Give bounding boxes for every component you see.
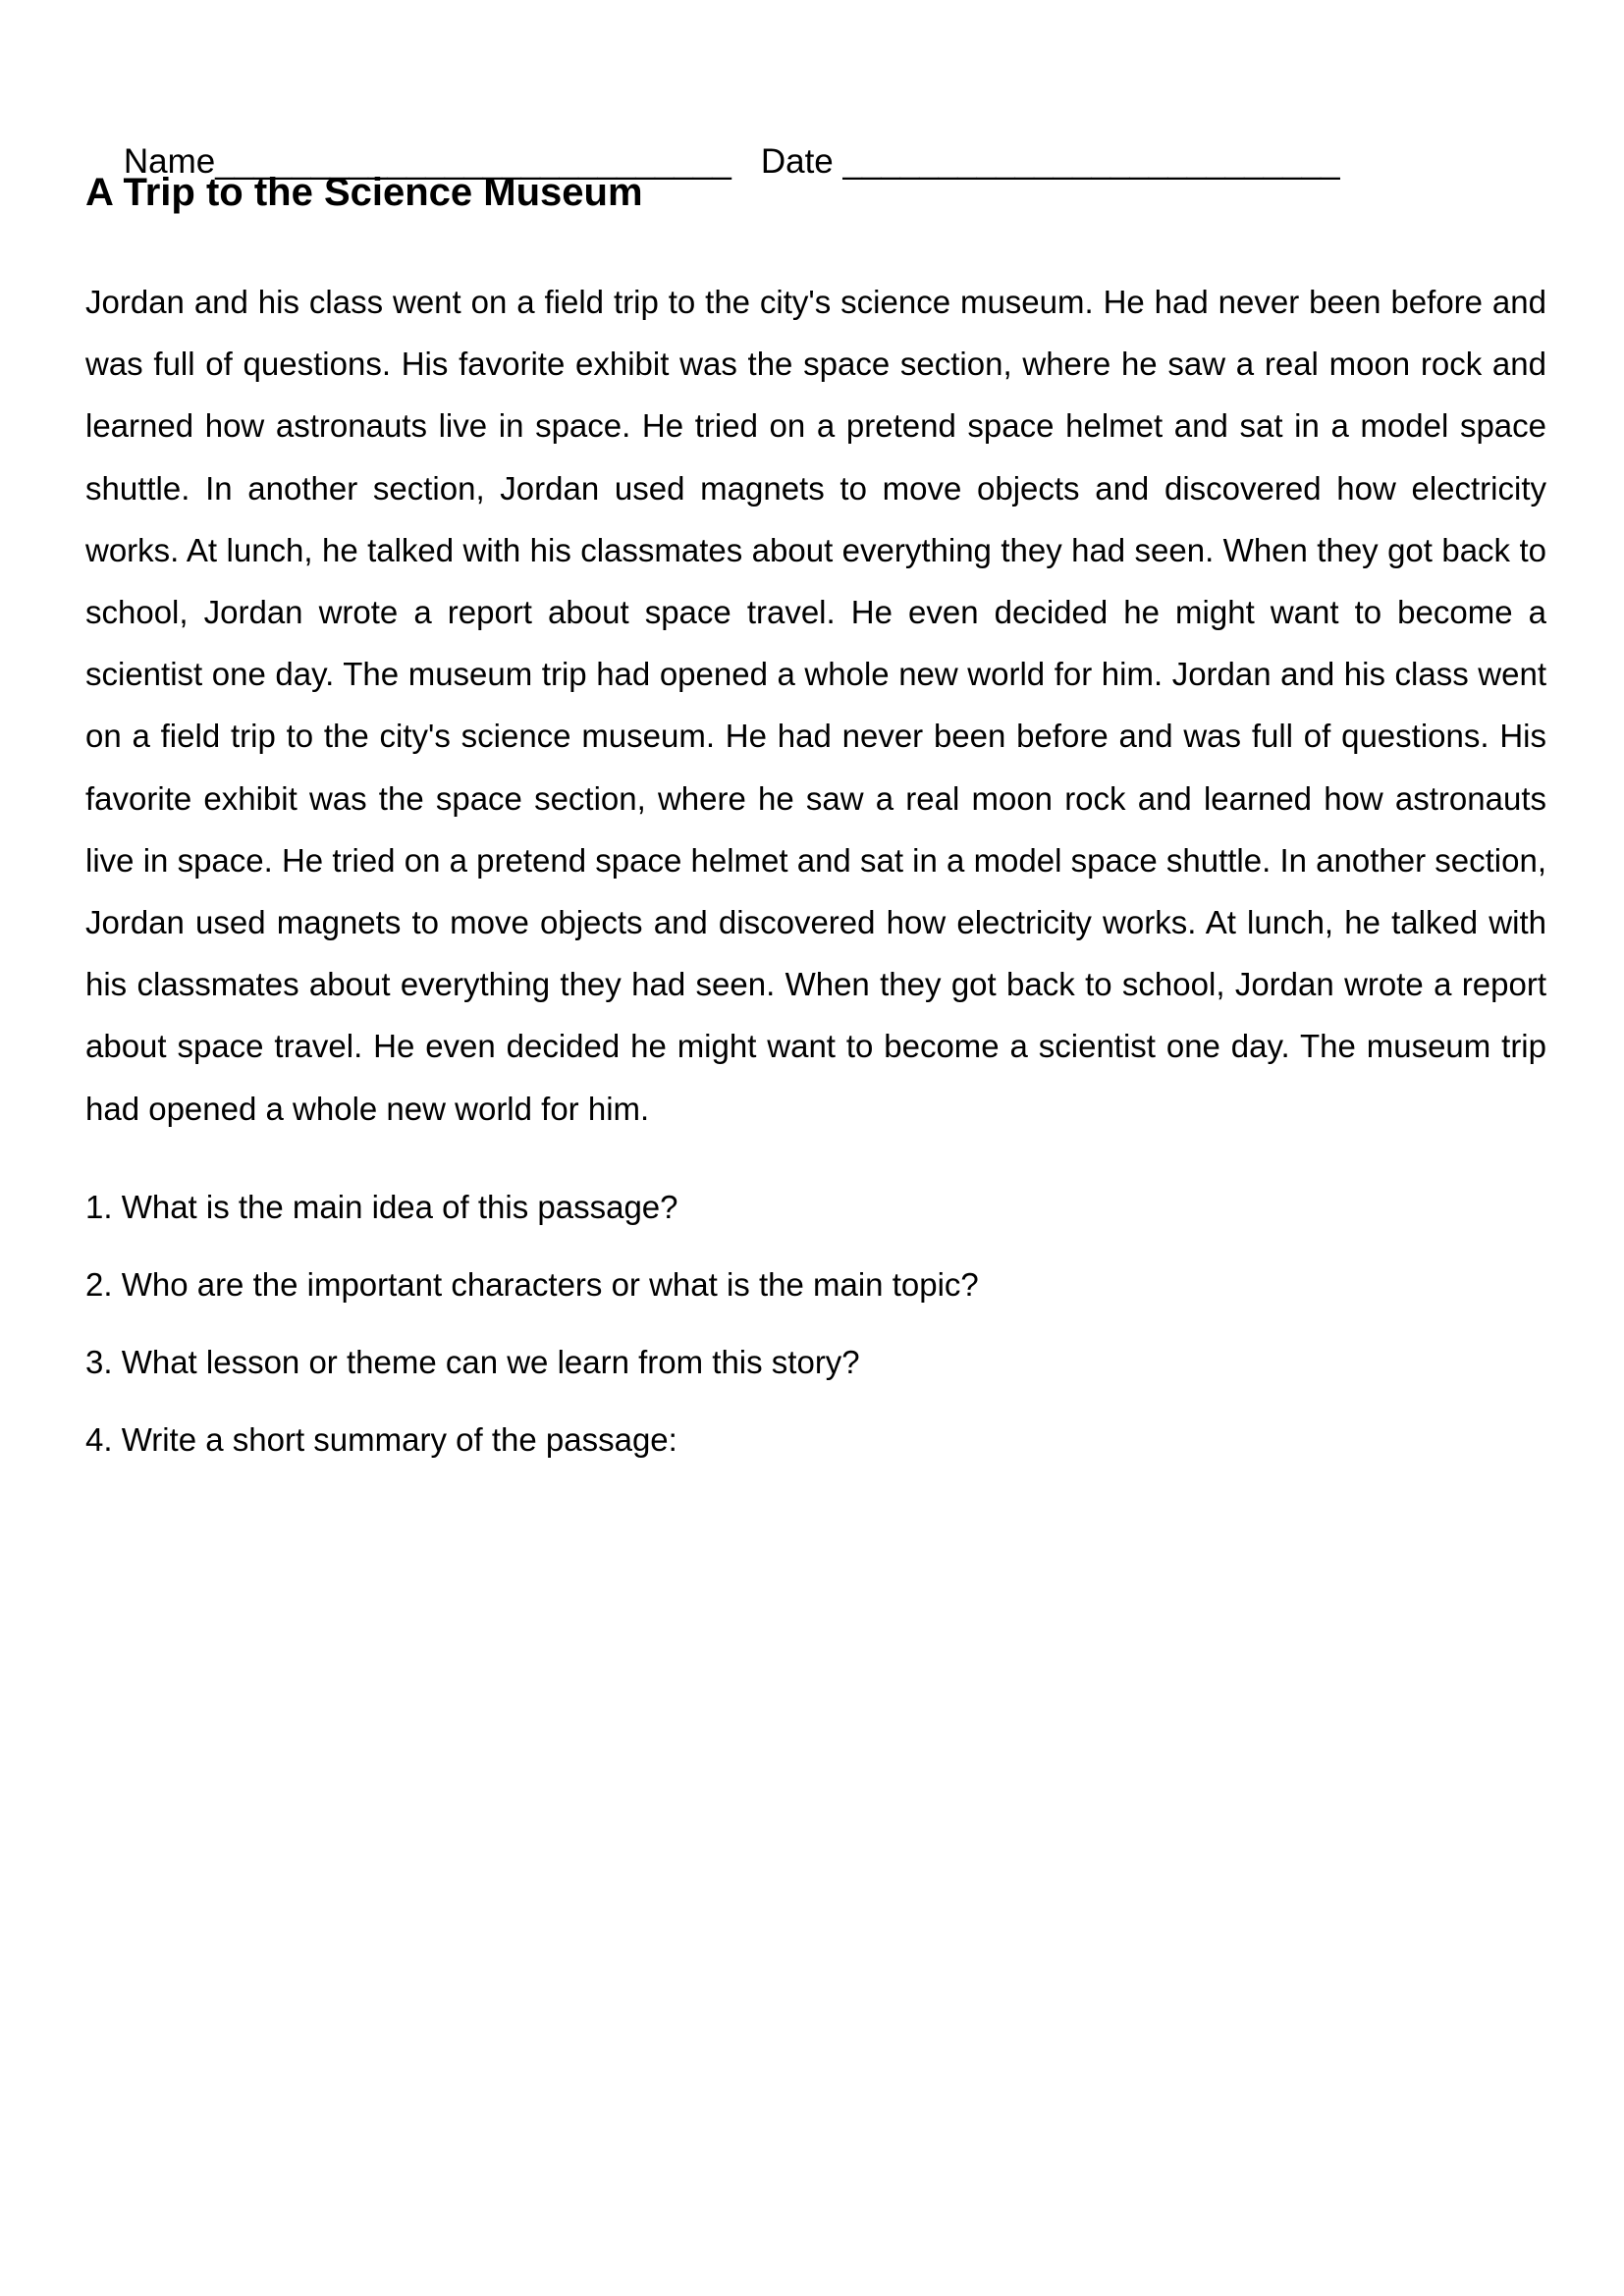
question-item-3: 3. What lesson or theme can we learn from this story?	[85, 1344, 860, 1380]
name-field[interactable]: Name___________________________	[123, 142, 731, 181]
question-item-4: 4. Write a short summary of the passage:	[85, 1421, 677, 1458]
question-item-2: 2. Who are the important characters or what is the main topic?	[85, 1266, 979, 1303]
question-list	[85, 1184, 1546, 1494]
date-field[interactable]: Date __________________________	[760, 142, 1340, 181]
question-item-1: 1. What is the main idea of this passage?	[85, 1189, 678, 1225]
reading-passage: Jordan and his class went on a field trip to the city's science museum. He had never been before and was full of questions. His favorite exhibit was the space section, where he saw a real moon rock and learned how astronauts live in space. He tried on a pretend space helmet and sat in a model space shuttle. In another section, Jordan used magnets to move objects and discovered how electricity works. At lunch, he talked with his classmates about everything they had seen. When they got back to school, Jordan wrote a report about space travel. He even decided he might want to become a scientist one day. The museum trip had opened a whole new world for him. Jordan and his class went on a field trip to the city's science museum. He had never been before and was full of questions. His favorite exhibit was the space section, where he saw a real moon rock and learned how astronauts live in space. He tried on a pretend space helmet and sat in a model space shuttle. In another section, Jordan used magnets to move objects and discovered how electricity works. At lunch, he talked with his classmates about everything they had seen. When they got back to school, Jordan wrote a report about space travel. He even decided he might want to become a scientist one day. The museum trip had opened a whole new world for him.	[85, 284, 1546, 1127]
page-title: A Trip to the Science Museum	[85, 171, 643, 214]
